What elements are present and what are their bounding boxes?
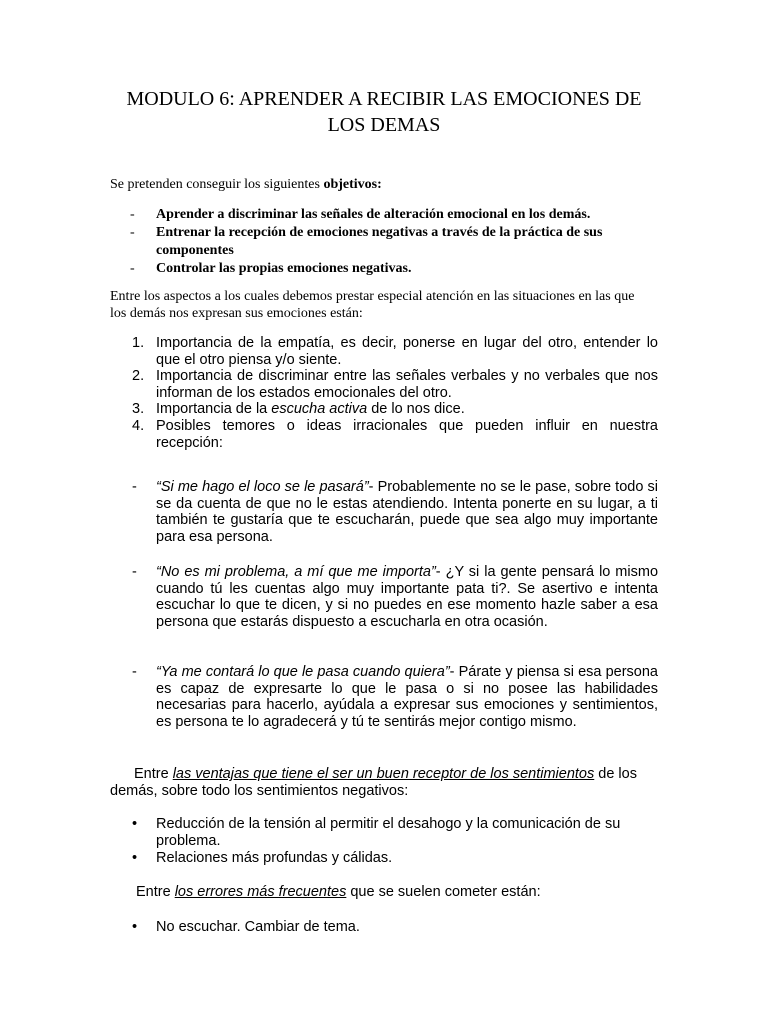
title-line-1: MODULO 6: APRENDER A RECIBIR LAS EMOCIONES DE [126, 88, 642, 110]
belief-quote: “No es mi problema, a mí que me importa” [156, 564, 436, 580]
aspects-intro: Entre los aspectos a los cuales debemos prestar especial atención en las situaciones en las que los demás nos expresan sus emociones están: [110, 289, 635, 321]
errors-pre: Entre [136, 884, 175, 900]
bullet-marker: • [132, 919, 138, 935]
objective-text: Entrenar la recepción de emociones negativas a través de la práctica de sus componentes [156, 225, 603, 258]
advantage-text: Relaciones más profundas y cálidas. [156, 850, 393, 866]
aspect-text [156, 401, 658, 418]
objective-text: Aprender a discriminar las señales de alteración emocional en los demás. [156, 207, 591, 222]
belief-quote: “Si me hago el loco se le pasará” [156, 479, 369, 495]
dash-marker: - [130, 261, 135, 276]
error-text: No escuchar. Cambiar de tema. [156, 919, 360, 935]
item-number: 3. [132, 401, 145, 417]
aspect-pre: Importancia de la [156, 401, 272, 417]
intro-bold: objetivos: [323, 177, 382, 192]
advantage-text: Reducción de la tensión al permitir el desahogo y la comunicación de su problema. [156, 816, 621, 849]
item-number: 4. [132, 418, 145, 434]
aspect-post: de lo nos dice. [367, 401, 465, 417]
advantages-link: las ventajas que tiene el ser un buen receptor de los sentimientos [172, 766, 595, 782]
item-number: 1. [132, 335, 145, 351]
dash-marker: - [130, 207, 135, 222]
dash-marker: - [132, 479, 137, 495]
errors-paragraph [110, 884, 658, 901]
errors-post: que se suelen cometer están: [346, 884, 541, 900]
aspect-emphasis: escucha activa [271, 401, 368, 417]
dash-marker: - [132, 564, 137, 580]
advantages-pre: Entre [134, 766, 173, 782]
belief-text [156, 664, 658, 730]
aspect-text: Posibles temores o ideas irracionales que pueden influir en nuestra recepción: [156, 418, 658, 451]
bullet-marker: • [132, 816, 138, 832]
intro-text [110, 177, 382, 193]
belief-quote: “Ya me contará lo que le pasa cuando quiera” [156, 664, 450, 680]
dash-marker: - [132, 664, 137, 680]
belief-text [156, 479, 658, 545]
aspect-text: Importancia de discriminar entre las señales verbales y no verbales que nos informan de los estados emocionales del otro. [156, 368, 658, 401]
belief-body: - Párate y piensa si esa persona es capaz de expresarte lo que le pasa o si no posee las habilidades necesarias para hacerlo, ayúdala a expresar sus emociones y sentimientos, es persona te lo agradecerá y tú te sentirás mejor contigo mismo. [156, 664, 658, 730]
objective-text: Controlar las propias emociones negativas. [156, 261, 412, 276]
title-line-2: LOS DEMAS [327, 114, 441, 136]
item-number: 2. [132, 368, 145, 384]
belief-body: - Probablemente no se le pase, sobre todo si se da cuenta de que no le estas atendiendo. Intenta ponerte en su lugar, a ti también te gustaría que te escucharán, puede que sea algo muy importante para esa persona. [156, 479, 658, 545]
advantages-post: de los demás, sobre todo los sentimientos negativos: [110, 766, 637, 799]
errors-link: los errores más frecuentes [174, 884, 347, 900]
dash-marker: - [130, 225, 135, 240]
intro-lead: Se pretenden conseguir los siguientes [110, 177, 324, 192]
belief-text [156, 564, 658, 630]
aspect-text: Importancia de la empatía, es decir, ponerse en lugar del otro, entender lo que el otro piensa y/o siente. [156, 335, 658, 368]
advantages-paragraph [110, 766, 658, 800]
belief-body: - ¿Y si la gente pensará lo mismo cuando tú les cuentas algo muy importante pata ti?. Se asertivo e intenta escuchar lo que te dicen, y si no puedes en ese momento hazle saber a esa persona que estarás dispuesto a escucharla en otra ocasión. [156, 564, 659, 630]
page-title [80, 86, 688, 138]
bullet-marker: • [132, 850, 138, 866]
